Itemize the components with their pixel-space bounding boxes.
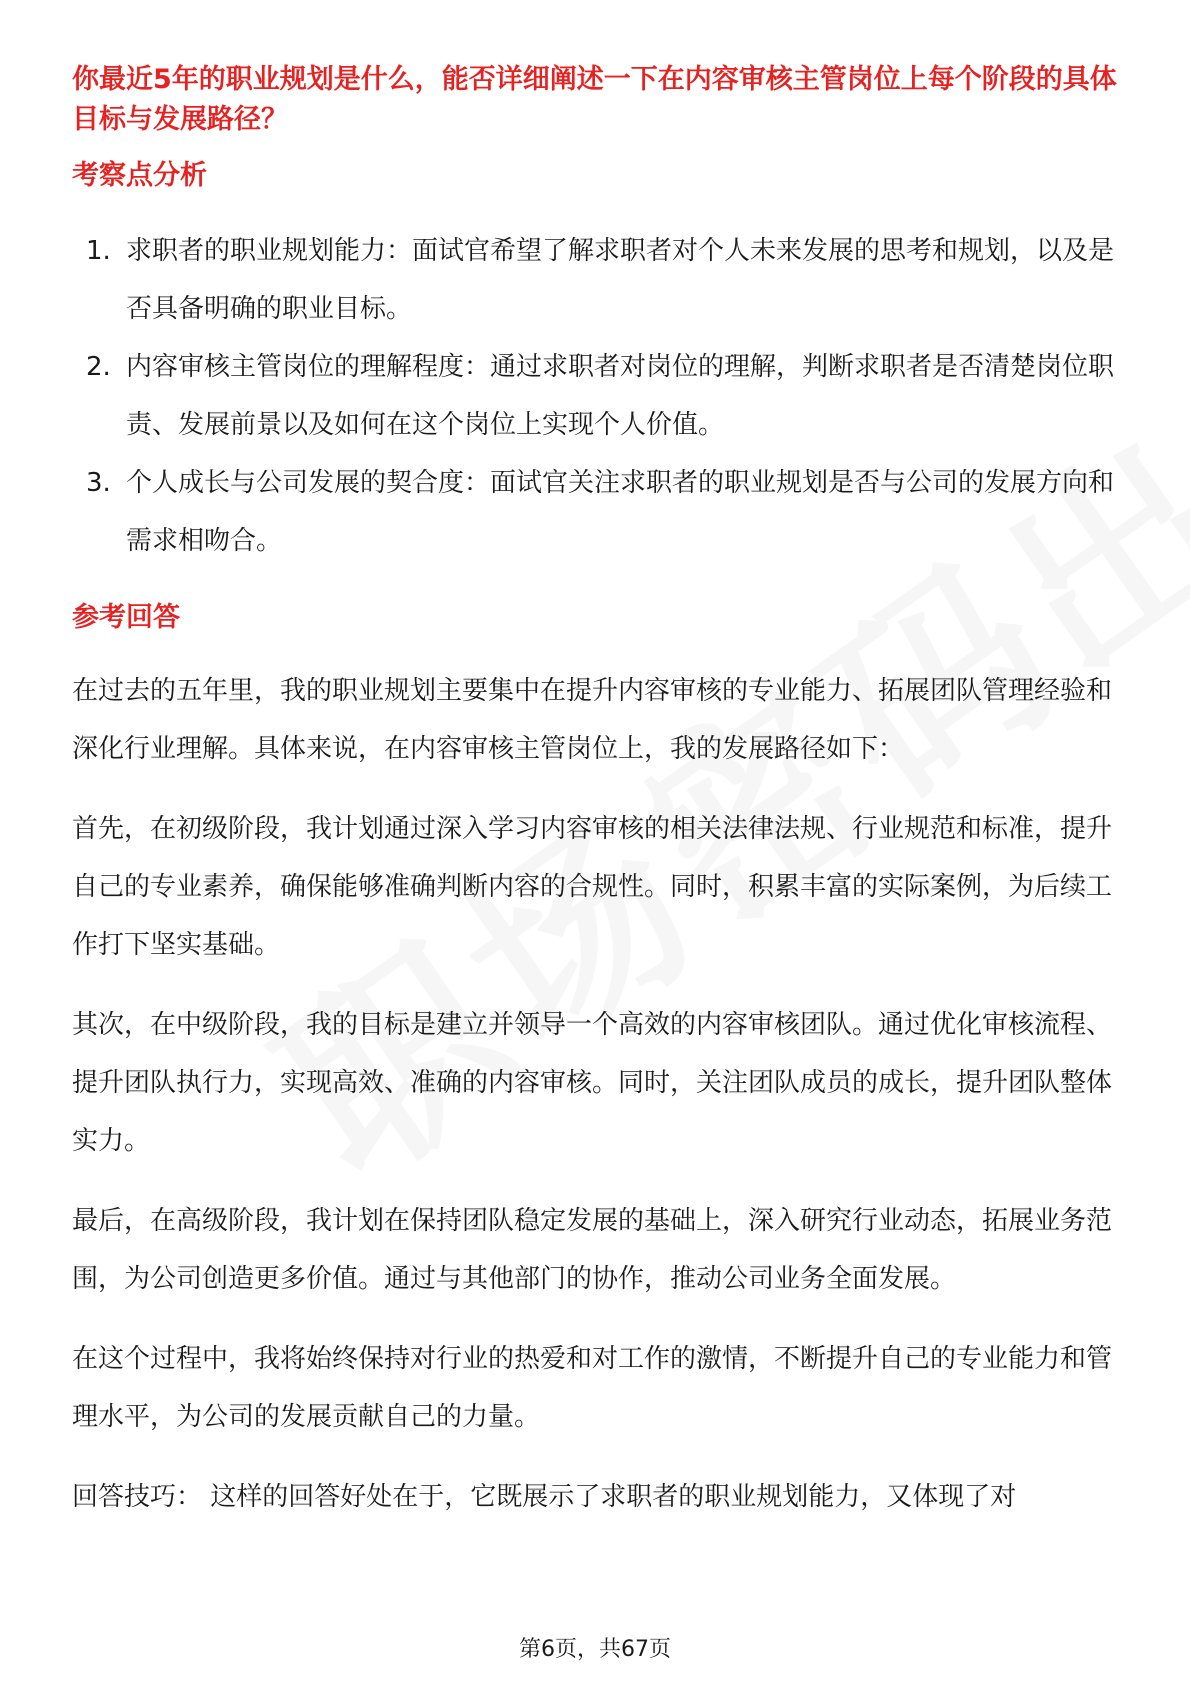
list-item-text: 内容审核主管岗位的理解程度：通过求职者对岗位的理解，判断求职者是否清楚岗位职责、发展前景以及如何在这个岗位上实现个人价值。: [126, 352, 1115, 440]
list-item-number: 3.: [86, 468, 111, 498]
paragraph: 在这个过程中，我将始终保持对行业的热爱和对工作的激情，不断提升自己的专业能力和管理水平，为公司的发展贡献自己的力量。: [72, 1344, 1113, 1432]
paragraph: 在过去的五年里，我的职业规划主要集中在提升内容审核的专业能力、拓展团队管理经验和深化行业理解。具体来说，在内容审核主管岗位上，我的发展路径如下：: [72, 676, 1113, 764]
paragraph: 首先，在初级阶段，我计划通过深入学习内容审核的相关法律法规、行业规范和标准，提升自己的专业素养，确保能够准确判断内容的合规性。同时，积累丰富的实际案例，为后续工作打下坚实基础。: [72, 814, 1113, 960]
list-item-number: 2.: [86, 352, 111, 382]
list-item: [72, 454, 1122, 570]
analysis-list: [72, 222, 1122, 570]
paragraph: 最后，在高级阶段，我计划在保持团队稳定发展的基础上，深入研究行业动态，拓展业务范围，为公司创造更多价值。通过与其他部门的协作，推动公司业务全面发展。: [72, 1206, 1113, 1294]
answer-tips: 回答技巧： 这样的回答好处在于，它既展示了求职者的职业规划能力，又体现了对: [72, 1482, 1017, 1512]
question-heading: 你最近5年的职业规划是什么，能否详细阐述一下在内容审核主管岗位上每个阶段的具体目标与发展路径？: [72, 64, 1117, 135]
analysis-section-title: 考察点分析: [72, 160, 207, 191]
list-item: [72, 222, 1122, 338]
document-page: [72, 60, 1122, 1526]
paragraph: 其次，在中级阶段，我的目标是建立并领导一个高效的内容审核团队。通过优化审核流程、提升团队执行力，实现高效、准确的内容审核。同时，关注团队成员的成长，提升团队整体实力。: [72, 1010, 1113, 1156]
list-item: [72, 338, 1122, 454]
list-item-text: 个人成长与公司发展的契合度：面试官关注求职者的职业规划是否与公司的发展方向和需求相吻合。: [126, 468, 1115, 556]
list-item-number: 1.: [86, 236, 111, 266]
page-number: 第6页，共67页: [519, 1637, 671, 1662]
list-item-text: 求职者的职业规划能力：面试官希望了解求职者对个人未来发展的思考和规划，以及是否具备明确的职业目标。: [126, 236, 1115, 324]
reference-section-title: 参考回答: [72, 602, 180, 633]
